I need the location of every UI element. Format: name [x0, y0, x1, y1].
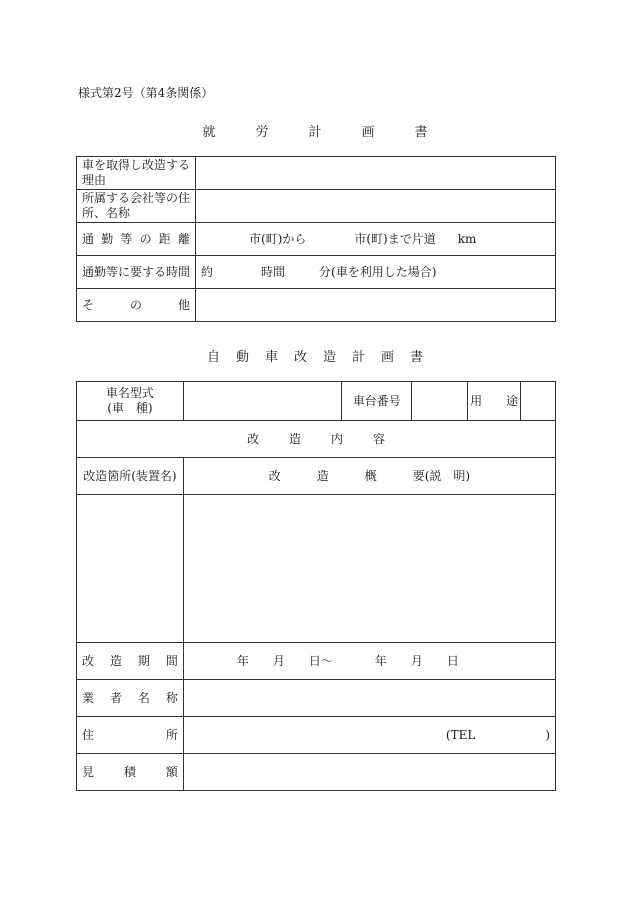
- header-char: 要(説 明): [412, 468, 471, 483]
- commute-time-field[interactable]: [196, 256, 556, 289]
- header-char: 概: [364, 468, 377, 483]
- vehicle-name-field[interactable]: [183, 382, 342, 421]
- chassis-number-label: 車台番号: [342, 382, 412, 421]
- vehicle-name-line1: 車名型式: [105, 386, 154, 400]
- month-text: 月: [272, 653, 285, 668]
- address-label: 住 所: [77, 717, 184, 754]
- table-row: [77, 223, 556, 256]
- chassis-number-field[interactable]: [412, 382, 468, 421]
- minutes-text: 分(車を利用した場合): [319, 264, 437, 279]
- table-row: [77, 643, 556, 680]
- month-text: 月: [410, 653, 423, 668]
- vehicle-name-line2: (車 種): [107, 401, 153, 415]
- vendor-label: 業 者 名 称: [77, 680, 184, 717]
- estimate-label: 見 積 額: [77, 754, 184, 791]
- title-char: 計: [308, 125, 322, 140]
- year-text: 年: [236, 653, 249, 668]
- header-char: 造: [316, 468, 329, 483]
- table-row: [77, 754, 556, 791]
- title-char: 画: [381, 350, 395, 365]
- title-char: 労: [255, 125, 269, 140]
- day-text: 日: [446, 653, 459, 668]
- table-row: [77, 421, 556, 458]
- part-name-header: 改造箇所(装置名): [77, 458, 184, 495]
- day-to-text: 日～: [308, 653, 333, 668]
- to-city-text: 市(町)まで片道: [354, 231, 436, 246]
- summary-field[interactable]: [183, 495, 555, 643]
- title-char: 動: [235, 350, 249, 365]
- commute-time-label: 通勤等に要する時間: [77, 256, 196, 289]
- period-label: 改 造 期 間: [77, 643, 184, 680]
- reason-label: 車を取得し改造する理由: [77, 157, 196, 190]
- header-char: 造: [288, 431, 301, 446]
- plan2-title: [0, 346, 630, 365]
- header-char: 容: [373, 431, 386, 446]
- table-row: [77, 190, 556, 223]
- header-char: 内: [331, 431, 344, 446]
- company-address-field[interactable]: [196, 190, 556, 223]
- header-char: 改: [268, 468, 281, 483]
- usage-label: 用 途: [468, 382, 521, 420]
- other-label: そ の 他: [77, 289, 196, 322]
- title-char: 就: [202, 125, 216, 140]
- from-city-text: 市(町)から: [249, 231, 307, 246]
- modification-content-header: [77, 421, 556, 458]
- table-row: [77, 680, 556, 717]
- table-row: [77, 256, 556, 289]
- estimate-field[interactable]: [183, 754, 555, 791]
- commute-distance-label: 通 勤 等 の 距 離: [77, 223, 196, 256]
- title-char: 計: [352, 350, 366, 365]
- vehicle-name-label: [77, 382, 184, 421]
- table-row: [77, 458, 556, 495]
- table-row: [77, 289, 556, 322]
- table-row: [77, 495, 556, 643]
- usage-field[interactable]: [521, 382, 555, 420]
- title-char: 車: [264, 350, 278, 365]
- tel-close-text: ): [545, 727, 550, 742]
- vendor-field[interactable]: [183, 680, 555, 717]
- title-char: 画: [361, 125, 375, 140]
- summary-header: [183, 458, 555, 495]
- form-number: 様式第2号（第4条関係）: [78, 86, 214, 100]
- commute-distance-field[interactable]: [196, 223, 556, 256]
- title-char: 改: [293, 350, 307, 365]
- title-char: 自: [206, 350, 220, 365]
- address-field[interactable]: [183, 717, 555, 754]
- table-row: [77, 717, 556, 754]
- title-char: 造: [323, 350, 337, 365]
- period-field[interactable]: [183, 643, 555, 680]
- tel-open-text: (TEL: [445, 727, 476, 742]
- employment-plan-table: [76, 156, 556, 322]
- usage-cell: [468, 382, 556, 421]
- company-address-label: 所属する会社等の住所、名称: [77, 190, 196, 223]
- approx-text: 約: [201, 264, 214, 279]
- table-row: [77, 382, 556, 421]
- title-char: 書: [414, 125, 428, 140]
- part-name-field[interactable]: [77, 495, 184, 643]
- reason-field[interactable]: [196, 157, 556, 190]
- other-field[interactable]: [196, 289, 556, 322]
- table-row: [77, 157, 556, 190]
- km-unit: km: [457, 231, 477, 246]
- plan1-title: [0, 121, 630, 140]
- hours-text: 時間: [261, 264, 286, 279]
- year-text: 年: [374, 653, 387, 668]
- vehicle-modification-table: [76, 381, 556, 791]
- title-char: 書: [410, 350, 424, 365]
- header-char: 改: [246, 431, 259, 446]
